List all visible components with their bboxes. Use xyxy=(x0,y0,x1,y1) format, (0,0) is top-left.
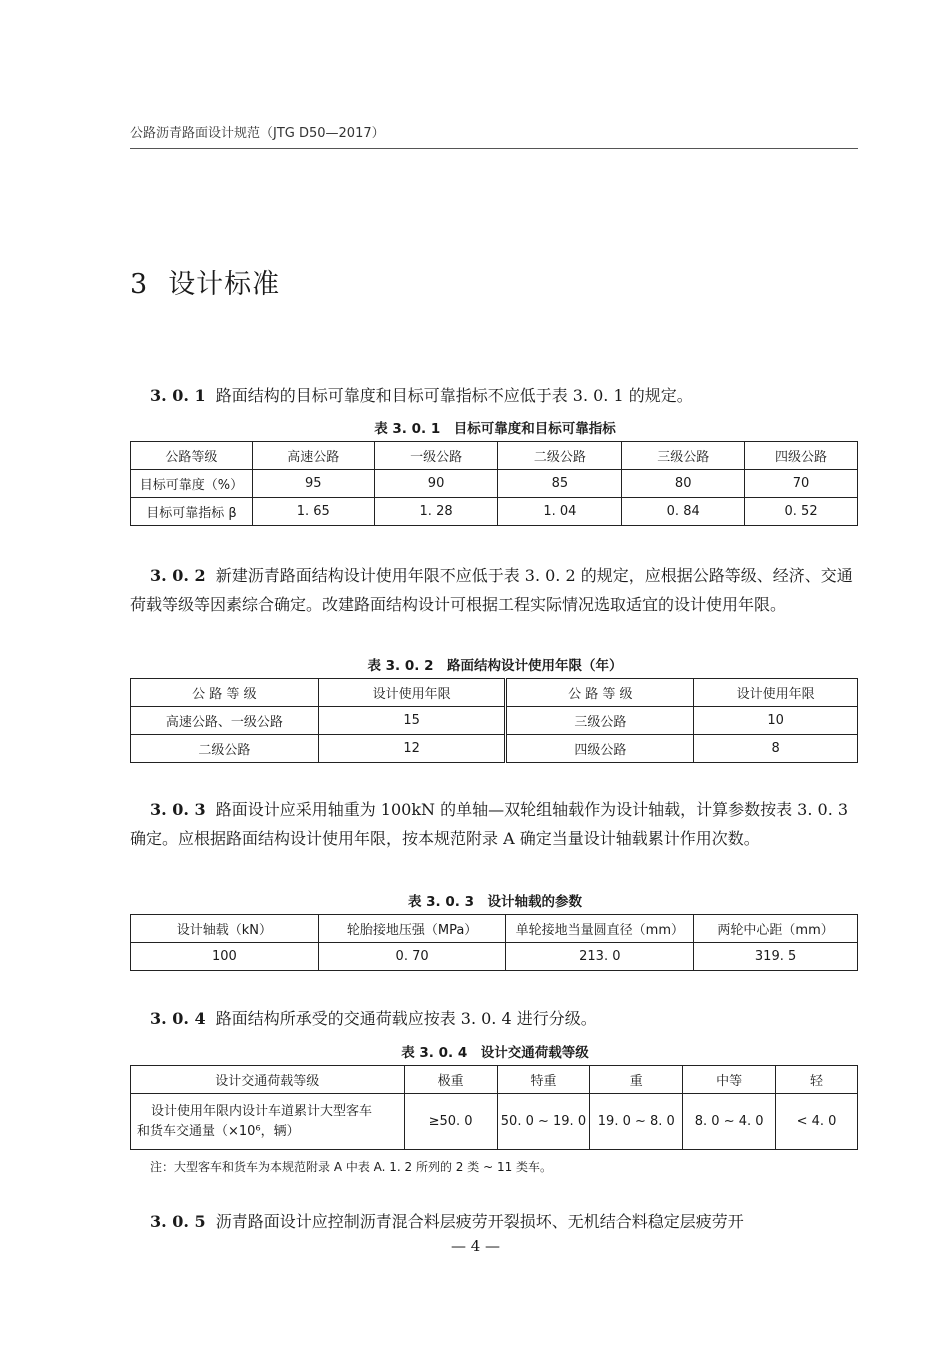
table-header-row xyxy=(131,442,858,470)
table-caption-3-0-3: 表 3. 0. 3 设计轴载的参数 xyxy=(407,894,583,910)
table-3-0-2 xyxy=(130,678,858,763)
table-cell: 0. 70 xyxy=(318,943,506,971)
clause-number: 3. 0. 5 xyxy=(150,1212,206,1231)
table-cell: 设计使用年限 xyxy=(318,679,506,707)
table-cell: 8 xyxy=(694,735,858,763)
clause-text: 路面结构的目标可靠度和目标可靠指标不应低于表 3. 0. 1 的规定。 xyxy=(215,386,693,405)
table-cell: 设计轴载（kN） xyxy=(131,915,319,943)
table-cell: 公 路 等 级 xyxy=(506,679,694,707)
table-cell: 三级公路 xyxy=(506,707,694,735)
table-cell: 19. 0 ~ 8. 0 xyxy=(590,1094,683,1150)
clause-text: 新建沥青路面结构设计使用年限不应低于表 3. 0. 2 的规定，应根据公路等级、经济、交通荷载等级等因素综合确定。改建路面结构设计可根据工程实际情况选取适宜的设计使用年限。 xyxy=(130,566,853,614)
table-caption-3-0-2: 表 3. 0. 2 路面结构设计使用年限（年） xyxy=(367,658,623,674)
table-header-row xyxy=(131,679,858,707)
table-cell: 特重 xyxy=(497,1066,590,1094)
table-3-0-1 xyxy=(130,441,858,526)
table-cell: 1. 28 xyxy=(374,498,498,526)
table-cell: 极重 xyxy=(404,1066,497,1094)
table-cell: 目标可靠度（%） xyxy=(131,470,253,498)
table-cell: 1. 04 xyxy=(498,498,622,526)
chapter-title: 设计标准 xyxy=(168,269,281,300)
table-cell: 两轮中心距（mm） xyxy=(694,915,858,943)
table-header-row xyxy=(131,1066,858,1094)
table-cell: 单轮接地当量圆直径（mm） xyxy=(506,915,694,943)
table-cell: ≥50. 0 xyxy=(404,1094,497,1150)
table-cell: 轮胎接地压强（MPa） xyxy=(318,915,506,943)
table-cell: 0. 52 xyxy=(745,498,858,526)
table-cell: 319. 5 xyxy=(694,943,858,971)
table-cell: 213. 0 xyxy=(506,943,694,971)
clause-text: 路面结构所承受的交通荷载应按表 3. 0. 4 进行分级。 xyxy=(215,1009,597,1028)
table-cell: 0. 84 xyxy=(622,498,745,526)
table-cell: 10 xyxy=(694,707,858,735)
clause-3-0-4 xyxy=(130,1004,860,1033)
table-cell: 重 xyxy=(590,1066,683,1094)
table-cell: 100 xyxy=(131,943,319,971)
clause-3-0-2 xyxy=(130,561,860,619)
table-cell: 一级公路 xyxy=(374,442,498,470)
table-cell: 四级公路 xyxy=(745,442,858,470)
table-cell: 50. 0 ~ 19. 0 xyxy=(497,1094,590,1150)
table-cell: 设计使用年限 xyxy=(694,679,858,707)
table-cell: 90 xyxy=(374,470,498,498)
table-caption-3-0-4: 表 3. 0. 4 设计交通荷载等级 xyxy=(401,1045,589,1061)
table-cell: 高速公路 xyxy=(252,442,374,470)
table-cell: 二级公路 xyxy=(131,735,319,763)
row-label-line: 和货车交通量（×10⁶，辆） xyxy=(137,1123,300,1139)
header-rule xyxy=(130,148,858,149)
table-cell: 四级公路 xyxy=(506,735,694,763)
table-caption-3-0-1: 表 3. 0. 1 目标可靠度和目标可靠指标 xyxy=(374,421,616,437)
clause-number: 3. 0. 1 xyxy=(150,386,206,405)
table-cell: 公路等级 xyxy=(131,442,253,470)
table-cell: < 4. 0 xyxy=(776,1094,858,1150)
table-cell: 高速公路、一级公路 xyxy=(131,707,319,735)
table-row xyxy=(131,1094,858,1150)
table-row xyxy=(131,498,858,526)
table-row-label xyxy=(131,1094,405,1150)
clause-3-0-5 xyxy=(130,1207,860,1236)
table-cell: 目标可靠指标 β xyxy=(131,498,253,526)
table-cell: 设计交通荷载等级 xyxy=(131,1066,405,1094)
table-cell: 公 路 等 级 xyxy=(131,679,319,707)
chapter-number: 3 xyxy=(130,269,149,300)
clause-text: 沥青路面设计应控制沥青混合料层疲劳开裂损坏、无机结合料稳定层疲劳开 xyxy=(215,1212,744,1231)
row-label-line: 设计使用年限内设计车道累计大型客车 xyxy=(151,1103,373,1119)
clause-number: 3. 0. 3 xyxy=(150,800,206,819)
table-row xyxy=(131,943,858,971)
table-note: 注：大型客车和货车为本规范附录 A 中表 A. 1. 2 所列的 2 类 ~ 11 类车。 xyxy=(150,1160,553,1174)
table-cell: 80 xyxy=(622,470,745,498)
running-header: 公路沥青路面设计规范（JTG D50—2017） xyxy=(130,126,385,141)
table-cell: 轻 xyxy=(776,1066,858,1094)
clause-text: 路面设计应采用轴重为 100kN 的单轴—双轮组轴载作为设计轴载，计算参数按表 3. 0. 3 确定。应根据路面结构设计使用年限，按本规范附录 A 确定当量设计轴载累计作用次数。 xyxy=(130,800,849,848)
table-cell: 1. 65 xyxy=(252,498,374,526)
table-cell: 中等 xyxy=(683,1066,776,1094)
clause-3-0-3 xyxy=(130,795,860,853)
table-cell: 70 xyxy=(745,470,858,498)
table-cell: 三级公路 xyxy=(622,442,745,470)
table-header-row xyxy=(131,915,858,943)
table-cell: 95 xyxy=(252,470,374,498)
clause-3-0-1 xyxy=(130,381,860,410)
page-number: — 4 — xyxy=(450,1237,501,1255)
chapter-heading xyxy=(130,262,280,301)
table-cell: 8. 0 ~ 4. 0 xyxy=(683,1094,776,1150)
table-row xyxy=(131,470,858,498)
table-3-0-3 xyxy=(130,914,858,971)
table-3-0-4 xyxy=(130,1065,858,1150)
table-cell: 85 xyxy=(498,470,622,498)
table-cell: 15 xyxy=(318,707,506,735)
clause-number: 3. 0. 2 xyxy=(150,566,206,585)
table-row xyxy=(131,707,858,735)
clause-number: 3. 0. 4 xyxy=(150,1009,206,1028)
table-cell: 12 xyxy=(318,735,506,763)
table-row xyxy=(131,735,858,763)
table-cell: 二级公路 xyxy=(498,442,622,470)
